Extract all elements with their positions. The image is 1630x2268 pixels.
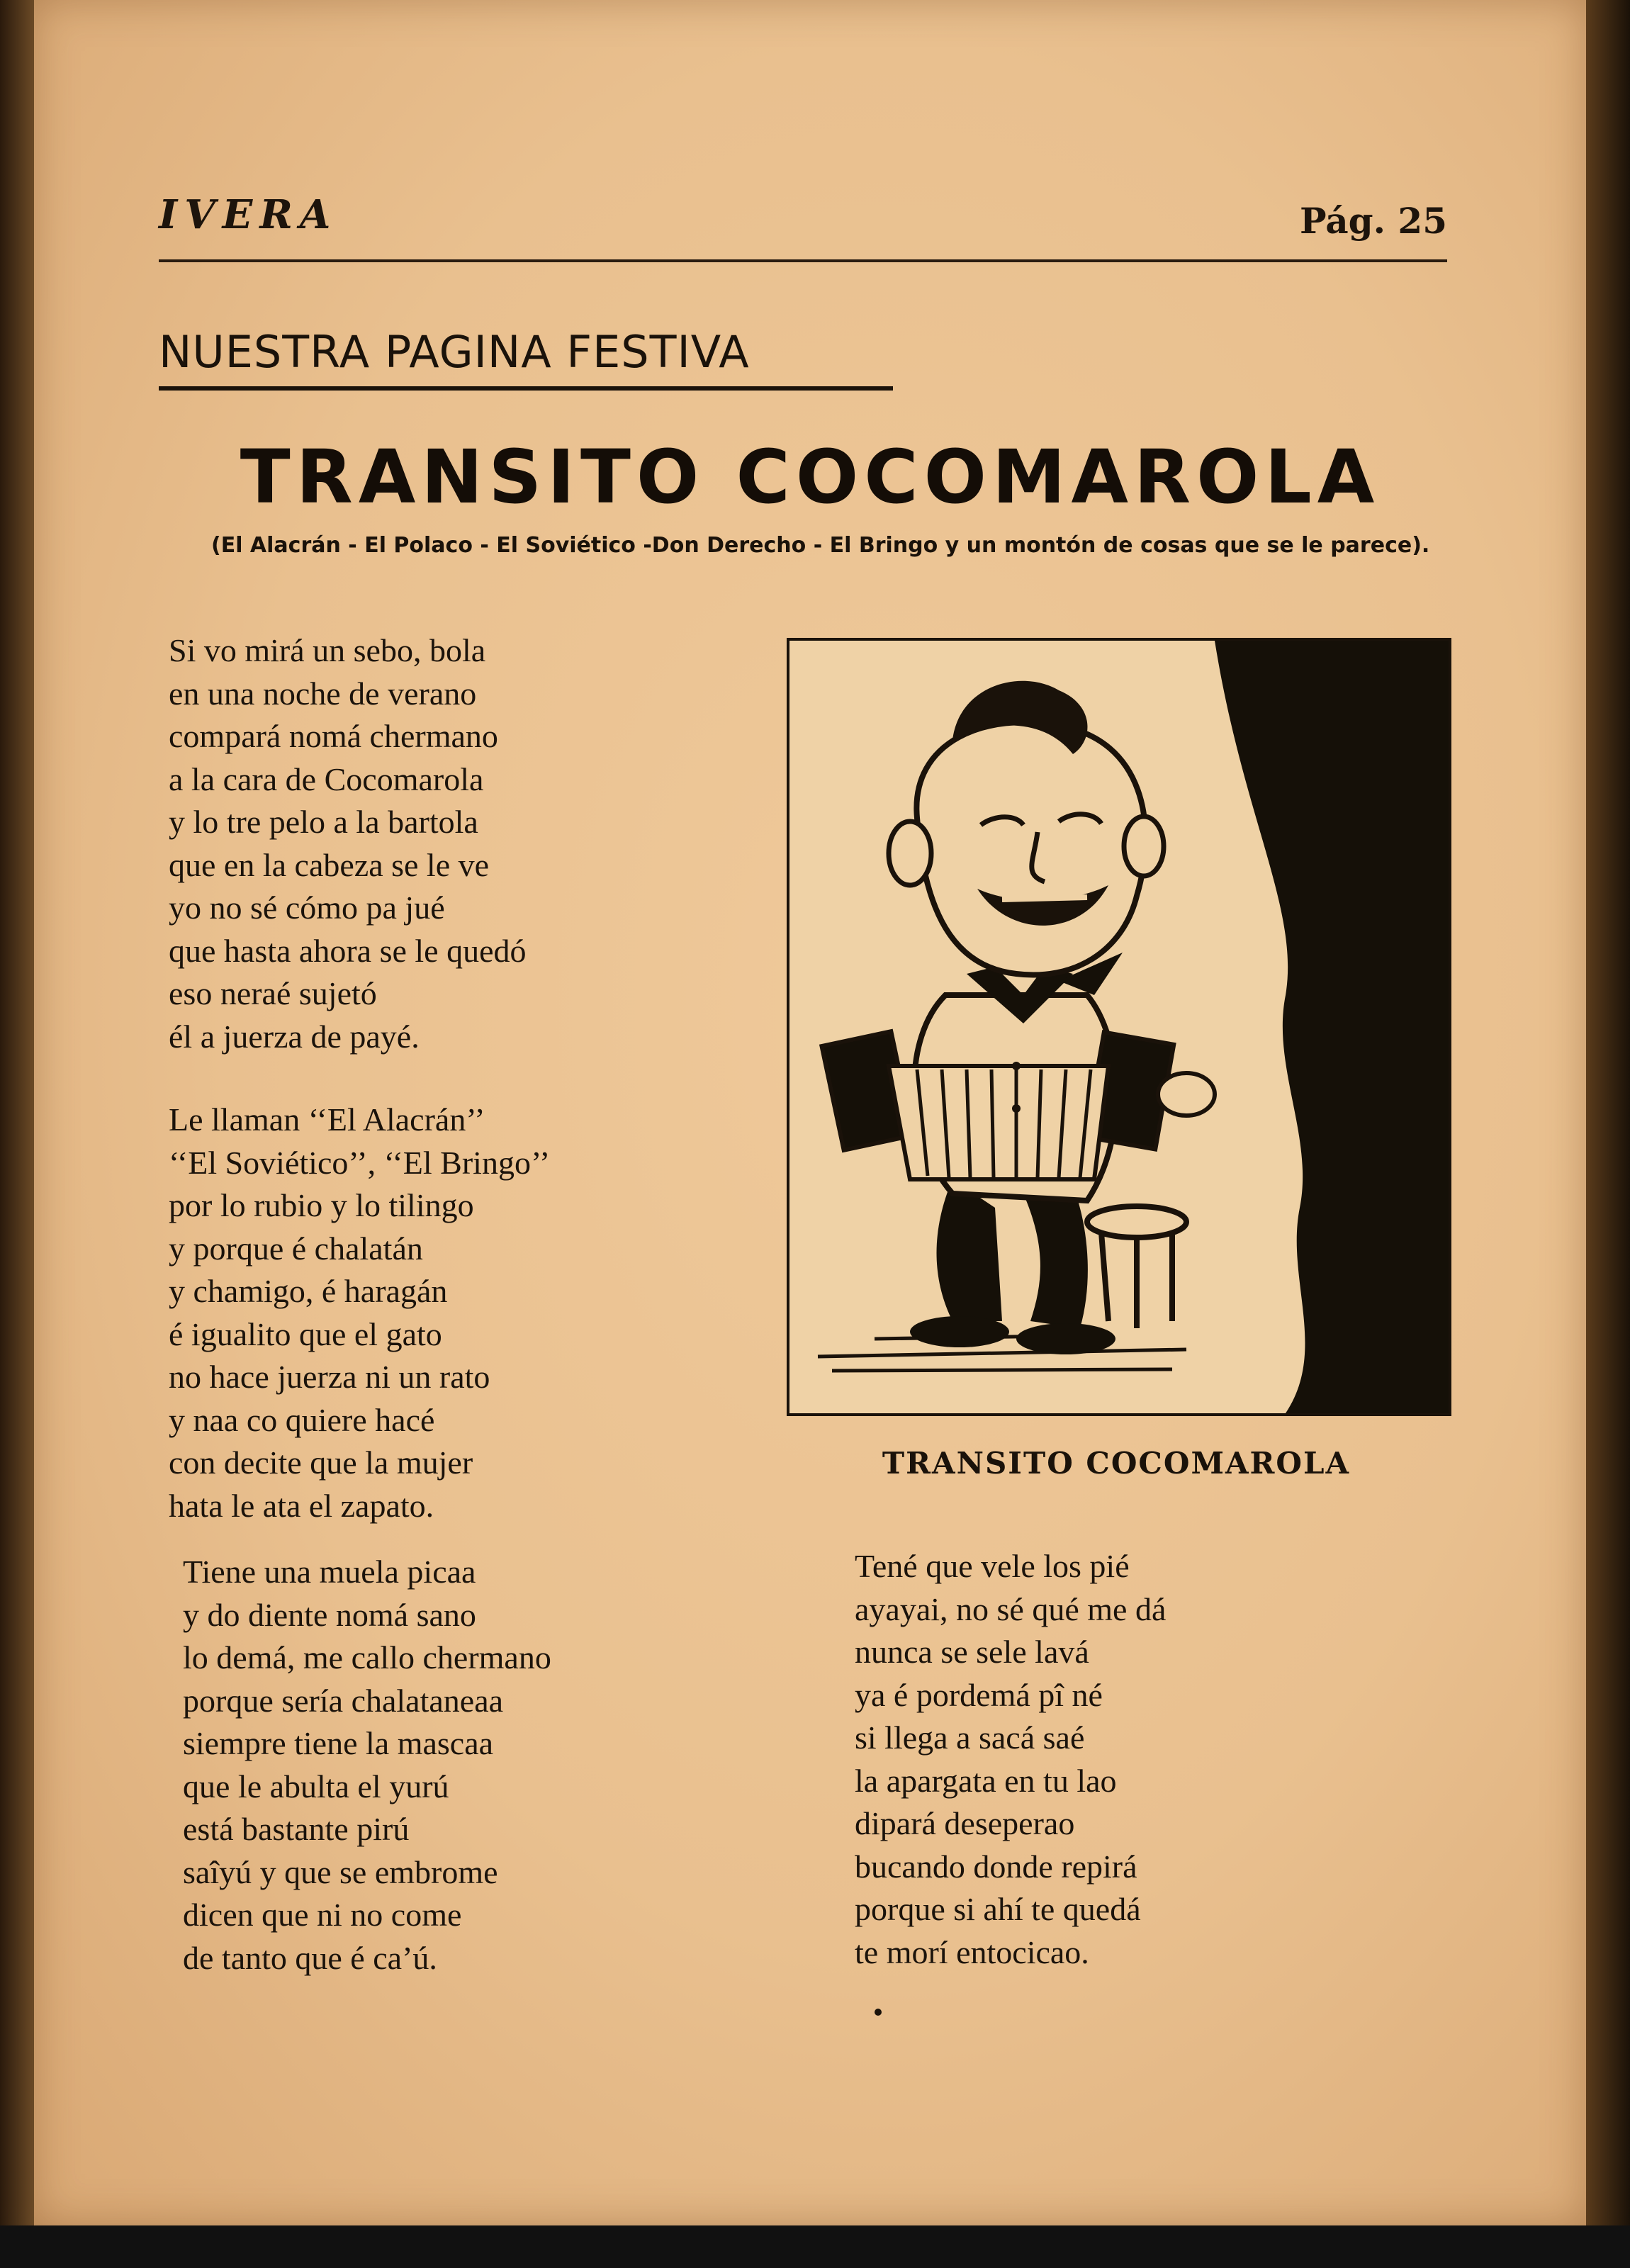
verse-line: que en la cabeza se le ve [169,846,490,883]
article-subtitle: (El Alacrán - El Polaco - El Soviético -Don Derecho - El Bringo y un montón de cosas que se le parece). [211,533,1430,558]
verse-line: lo demá, me callo chermano [183,1639,551,1675]
page-edge-right [1586,0,1630,2268]
verse-line: que hasta ahora se le quedó [169,932,527,969]
verse-line: compará nomá chermano [169,718,498,754]
verse-line: a la cara de Cocomarola [169,760,484,797]
verse-line: y chamigo, é haragán [169,1273,448,1309]
verse-line: nunca se sele lavá [855,1634,1089,1670]
verse-line: si llega a sacá saé [855,1719,1085,1756]
article-title: TRANSITO COCOMAROLA [240,434,1381,520]
verse-line: la apargata en tu lao [855,1762,1117,1799]
verse-line: é igualito que el gato [169,1315,442,1352]
verse-line: bucando donde repirá [855,1848,1137,1885]
verse-line: y lo tre pelo a la bartola [169,804,478,840]
verse-line: con decite que la mujer [169,1444,473,1481]
verse-line: él a juerza de payé. [169,1018,420,1055]
verse-line: y naa co quiere hacé [169,1401,435,1438]
verse-line: Le llaman ‘‘El Alacrán’’ [169,1101,485,1138]
accordion-player-drawing [789,641,1449,1413]
verse-line: ayayai, no sé qué me dá [855,1590,1167,1627]
verse-line: saîyú y que se embrome [183,1853,498,1890]
verse-line: yo no sé cómo pa jué [169,889,445,926]
stanza-1 [169,629,527,1058]
verse-line: Tené que vele los pié [855,1548,1130,1584]
verse-line: de tanto que é ca’ú. [183,1939,437,1976]
verse-line: que le abulta el yurú [183,1768,449,1804]
verse-line: en una noche de verano [169,675,477,712]
verse-line: te morí entocicao. [855,1933,1089,1970]
verse-line: porque si ahí te quedá [855,1891,1141,1927]
verse-line: porque sería chalataneaa [183,1682,504,1719]
verse-line: ‘‘El Soviético’’, ‘‘El Bringo’’ [169,1144,551,1181]
verse-line: Si vo mirá un sebo, bola [169,632,486,668]
stanza-2 [169,1099,550,1527]
verse-line: dipará deseperao [855,1805,1075,1841]
verse-line: dicen que ni no come [183,1897,462,1933]
illustration-caption: TRANSITO COCOMAROLA [882,1446,1351,1481]
magazine-name: IVERA [159,191,338,238]
verse-line: ya é pordemá pî né [855,1676,1103,1713]
book-spine [0,0,34,2268]
verse-line: siempre tiene la mascaa [183,1725,494,1761]
page-edge-bottom [0,2225,1630,2268]
verse-line: y do diente nomá sano [183,1596,476,1633]
running-head [34,183,1586,268]
magazine-page [34,0,1586,2225]
verse-line: Tiene una muela picaa [183,1554,476,1590]
verse-line: y porque é chalatán [169,1230,423,1267]
header-rule [159,259,1447,262]
verse-line: eso neraé sujetó [169,975,377,1011]
verse-line: por lo rubio y lo tilingo [169,1187,474,1223]
caricature-illustration [787,638,1451,1416]
stanza-4 [855,1545,1166,1974]
section-underline [159,386,893,391]
page-number: Pág. 25 [1299,200,1447,242]
ornament-dot [875,2009,882,2016]
verse-line: está bastante pirú [183,1811,410,1847]
verse-line: hata le ata el zapato. [169,1487,434,1524]
stanza-3 [183,1551,551,1980]
section-title: NUESTRA PAGINA FESTIVA [159,326,750,378]
verse-line: no hace juerza ni un rato [169,1359,490,1395]
